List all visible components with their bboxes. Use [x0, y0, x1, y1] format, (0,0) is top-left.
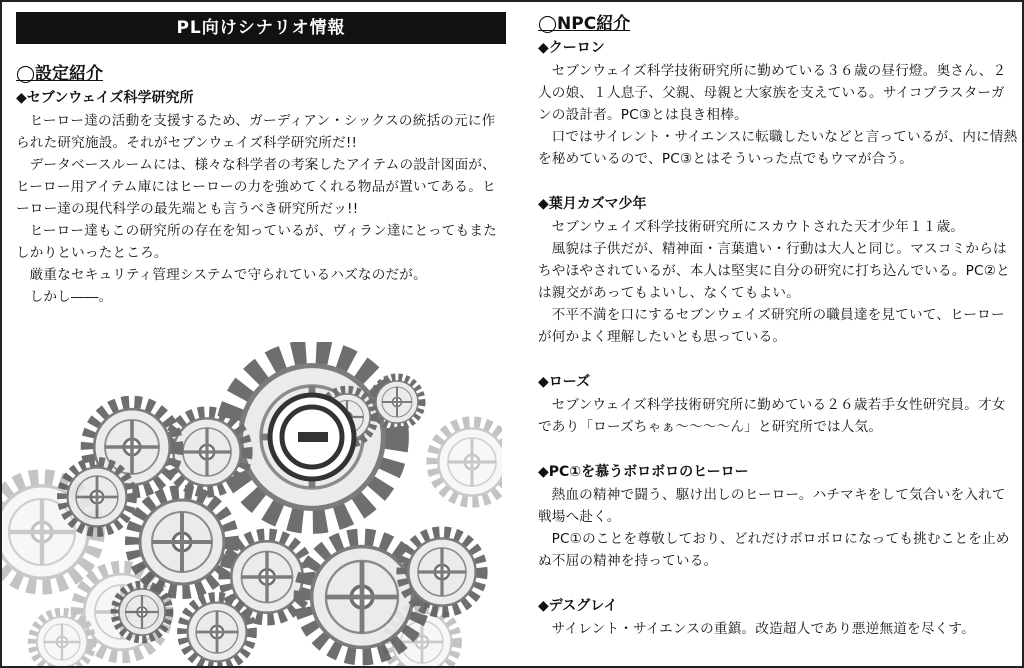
lab-paragraph: しかし――。: [29, 289, 113, 305]
gears-illustration: [2, 342, 502, 668]
npc-paragraph: サイレント・サイエンスの重鎮。改造超人であり悪逆無道を尽くす。: [551, 621, 975, 637]
npc-paragraph: 熱血の精神で闘う、駆け出しのヒーロー。ハチマキをして気合いを入れて戦場へ赴く。: [538, 487, 1006, 525]
npc-paragraph: 不平不満を口にするセブンウェイズ研究所の職員達を見ていて、ヒーローが何かよく理解したいとも思っている。: [538, 307, 1005, 345]
npc-paragraph: セブンウェイズ科学技術研究所にスカウトされた天才少年１１歳。: [551, 219, 965, 235]
setting-section-heading: ◯設定紹介: [16, 64, 104, 84]
npc-paragraph: セブンウェイズ科学技術研究所に勤めている３６歳の昼行燈。奥さん、２人の娘、１人息子、父親、母親と大家族を支えている。サイコブラスターガンの設計者。PC③とは良き相棒。: [538, 63, 1007, 123]
lab-paragraph: データベースルームには、様々な科学者の考案したアイテムの設計図面が、ヒーロー用アイテム庫にはヒーローの力を強めてくれる物品が置いてある。ヒーロー達の現代科学の最先端とも言うべき研究所だッ!!: [16, 157, 496, 217]
npc-name: ◆クーロン: [538, 40, 605, 56]
page-title: PL向けシナリオ情報: [16, 12, 506, 44]
npc-section-heading: ◯NPC紹介: [538, 14, 631, 34]
npc-paragraph: PC①のことを尊敬しており、どれだけボロボロになっても挑むことを止めぬ不屈の精神を持っている。: [538, 531, 1010, 569]
lab-heading: ◆セブンウェイズ科学研究所: [16, 90, 194, 106]
npc-name: ◆葉月カズマ少年: [538, 196, 647, 212]
npc-paragraph: 口ではサイレント・サイエンスに転職したいなどと言っているが、内に情熱を秘めているので、PC③とはそういった点でもウマが合う。: [538, 129, 1018, 167]
right-column: [538, 12, 1018, 640]
npc-name: ◆PC①を慕うボロボロのヒーロー: [538, 464, 749, 480]
lab-paragraph: 厳重なセキュリティ管理システムで守られているハズなのだが。: [29, 267, 427, 283]
lab-paragraph: ヒーロー達の活動を支援するため、ガーディアン・シックスの統括の元に作られた研究施設。それがセブンウェイズ科学研究所だ!!: [16, 113, 496, 151]
npc-name: ◆デスグレイ: [538, 598, 618, 614]
npc-paragraph: 風貌は子供だが、精神面・言葉遣い・行動は大人と同じ。マスコミからはちやほやされているが、本人は堅実に自分の研究に打ち込んでいる。PC②とは親交があってもよいし、なくてもよい。: [538, 241, 1010, 301]
lab-paragraph: ヒーロー達もこの研究所の存在を知っているが、ヴィラン達にとってもまたしかりといったところ。: [16, 223, 497, 261]
npc-name: ◆ローズ: [538, 374, 591, 390]
npc-paragraph: セブンウェイズ科学技術研究所に勤めている２６歳若手女性研究員。才女であり「ローズちゃぁ～～～～ん」と研究所では人気。: [538, 397, 1006, 435]
left-column: [16, 12, 506, 308]
